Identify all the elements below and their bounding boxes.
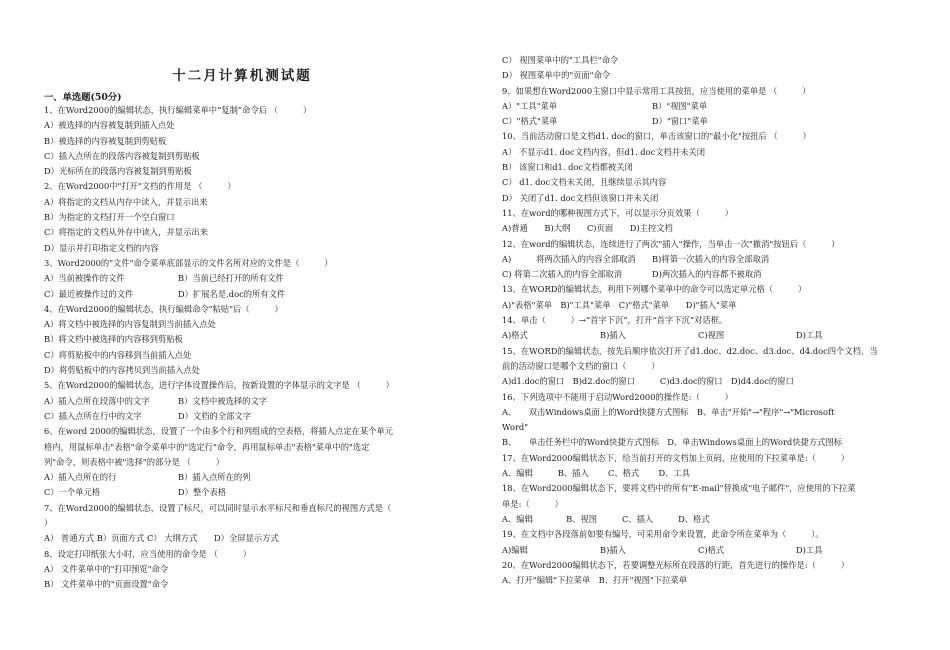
- answer-option: B)将第一次插入的内容全部取消: [652, 253, 770, 264]
- question-block: [502, 451, 894, 482]
- answer-option: A）将指定的文档从内存中读入，并显示出来: [44, 196, 208, 207]
- question-block: [44, 256, 440, 302]
- answer-option: C)视图: [698, 330, 725, 341]
- answer-option-row: [44, 485, 440, 500]
- answer-options-inline: A、编辑 B、插入 C、格式 D、工具: [502, 468, 691, 479]
- question-block: [44, 378, 440, 424]
- question-stem: 17、在Word2000编辑状态下，给当前打开的文档加上页码，应使用的下拉菜单是:（ ）: [502, 452, 850, 463]
- answer-option: A)编辑: [502, 544, 528, 555]
- answer-option-line: Word": [502, 422, 529, 433]
- question-stem: 5、在Word2000的编辑状态，进行字体设置操作后，按新设置的字体显示的文字是 （ ）: [44, 380, 394, 391]
- answer-option: C） d1. doc文档未关闭，且继续显示其内容: [502, 177, 667, 188]
- question-block: [44, 501, 440, 547]
- answer-option-row: [502, 267, 894, 282]
- answer-option: C）"格式"菜单: [502, 116, 558, 127]
- answer-option: A） 文件菜单中的"打印预览"命令: [44, 563, 169, 574]
- answer-option: C）一个单元格: [44, 487, 101, 498]
- answer-option-row: [502, 543, 894, 558]
- question-stem: 16、下列选项中不能用于启动Word2000的操作是:（ ）: [502, 391, 733, 402]
- answer-option: D）文档的全部文字: [178, 410, 252, 421]
- question-stem: 19、在文档中各段落前如要有编号，可采用命令来设置，此命令所在菜单为（ ）。: [502, 529, 824, 540]
- answer-option: C)格式: [698, 544, 725, 555]
- answer-option: A)格式: [502, 330, 528, 341]
- question-block: [44, 424, 440, 500]
- answer-option-row: [44, 409, 440, 424]
- answer-option-row: [44, 271, 440, 286]
- question-stem: 1、在Word2000的编辑状态，执行编辑菜单中“复制”命令后 （ ）: [44, 105, 312, 115]
- answer-option: D）光标所在的段落内容被复制到剪贴板: [44, 166, 192, 177]
- answer-option: B）被选择的内容被复制到剪贴板: [44, 135, 167, 146]
- section-heading: 一、单选题(50分): [44, 92, 122, 103]
- answer-option-row: [502, 328, 894, 343]
- answer-options-inline: A)d1.doc的窗口 B)d2.doc的窗口 C)d3.doc的窗口 D)d4.doc的窗口: [502, 376, 794, 387]
- answer-option: C）插入点所在行中的文字: [44, 410, 142, 421]
- answer-option: B）为指定的文档打开一个空白窗口: [44, 212, 175, 223]
- answer-option: D）整个表格: [178, 487, 227, 498]
- answer-option-row: [44, 470, 440, 485]
- answer-option: C） 视图菜单中的"工具栏"命令: [502, 55, 619, 65]
- question-block: [502, 129, 894, 205]
- answer-option: D）"窗口"菜单: [652, 116, 708, 127]
- answer-option: B） 该窗口和d1. doc文档都被关闭: [502, 162, 633, 173]
- question-stem: 10、当前活动窗口是文档d1. doc的窗口，单击该窗口的"最小化"按扭后 （ ）: [502, 131, 811, 142]
- question-block: [502, 282, 894, 313]
- question-block: [502, 390, 894, 451]
- answer-option: C）将指定的文档从外存中读入，并显示出来: [44, 227, 208, 238]
- question-block: [502, 53, 894, 84]
- answer-option: A）被选择的内容被复制到插入点处: [44, 120, 175, 131]
- answer-option: C）将剪贴板中的内容移到当前插入点处: [44, 349, 192, 360]
- answer-option: A）将文档中被选择的内容复制到当前插入点处: [44, 319, 216, 330]
- question-stem: 12、在word的编辑状态，连续进行了两次"插入"操作，当单击一次"撤消"按钮后（ ）: [502, 238, 840, 249]
- question-block: [502, 206, 894, 237]
- question-stem-line: 7、在Word2000的编辑状态，设置了标尺，可以同时显示水平标尺和垂直标尺的视图方式是（: [44, 502, 392, 513]
- answer-option: D） 视图菜单中的"页面"命令: [502, 70, 611, 81]
- answer-option: D)工具: [796, 330, 823, 341]
- question-stem: 3、Word2000的"文件"命令菜单底部显示的文件名所对应的文件是（ ）: [44, 257, 333, 268]
- answer-option: B）当前已经打开的所有文件: [178, 273, 284, 284]
- left-questions: [44, 103, 440, 593]
- answer-option: C）最近被操作过的文件: [44, 288, 134, 299]
- question-stem-line: 前的活动窗口是哪个文档的窗口（ ）: [502, 360, 660, 371]
- answer-option: A）"工具"菜单: [502, 100, 558, 111]
- answer-options-inline: A、编辑 B、视图 C、插入 D、格式: [502, 513, 710, 524]
- answer-option: D）扩展名是.doc的所有文件: [178, 288, 286, 299]
- answer-option: B）"视图"菜单: [652, 100, 708, 111]
- question-block: [502, 84, 894, 130]
- answer-option: B)插入: [600, 330, 626, 341]
- answer-option: A）当前被操作的文件: [44, 273, 125, 284]
- question-stem: 9、如果想在Word2000主窗口中显示常用工具按扭，应当使用的菜单是 （ ）: [502, 85, 811, 96]
- answer-option: D） 关闭了d1. doc文档但该窗口并未关闭: [502, 192, 659, 203]
- answer-option-row: [502, 114, 894, 129]
- question-stem-line: 18、在Word2000编辑状态下，要将文档中的所有"E-mail"替换成"电子邮件"，应使用的下拉菜: [502, 483, 856, 494]
- answer-option: A）插入点所在段落中的文字: [44, 395, 150, 406]
- question-stem: 13、在WORD的编辑状态，利用下列哪个菜单中的命令可以选定单元格（ ）: [502, 284, 807, 295]
- answer-option: D）显示并打印指定文档的内容: [44, 242, 159, 253]
- answer-option-row: [44, 287, 440, 302]
- answer-option-line: B、 单击任务栏中的Word快捷方式图标 D、单击Windows桌面上的Word快捷方式图标: [502, 437, 843, 448]
- answer-option-line: A、 双击Windows桌面上的Word快捷方式图标 B、单击"开始"→"程序"→"Microsoft: [502, 406, 835, 417]
- answer-option-row: [44, 394, 440, 409]
- answer-option: B）插入点所在的列: [178, 472, 251, 483]
- question-block: [502, 237, 894, 283]
- question-stem-line: ）: [44, 518, 53, 529]
- answer-options-inline: A） 普通方式 B）页面方式 C） 大纲方式 D）全屏显示方式: [44, 533, 279, 544]
- answer-option: B）将文档中被选择的内容移到剪贴板: [44, 334, 183, 345]
- answer-options-inline: A)普通 B)大纲 C)页面 D)主控文档: [502, 223, 673, 234]
- right-questions: [502, 53, 894, 588]
- answer-option: D)两次插入的内容都不被取消: [652, 269, 762, 280]
- question-block: [502, 527, 894, 558]
- answer-option: D）将剪贴板中的内容拷贝到当前插入点处: [44, 365, 200, 376]
- question-block: [502, 481, 894, 527]
- question-block: [502, 558, 894, 589]
- question-block: [44, 103, 440, 179]
- answer-option: A）插入点所在的行: [44, 472, 117, 483]
- question-stem-line: 6、在word 2000的编辑状态，设置了一个由多个行和列组成的空表格，将插入点定在某个单元: [44, 426, 394, 437]
- page-title: 十二月计算机测试题: [172, 68, 312, 84]
- question-stem: 14、单击（ ）→“首字下沉”，打开“首字下沉”对话框。: [502, 315, 728, 326]
- question-stem: 4、在Word2000的编辑状态，执行编辑命令"粘贴"后（ ）: [44, 303, 283, 314]
- question-stem: 8、设定打印纸张大小时，应当使用的命令是 （ ）: [44, 548, 252, 559]
- answer-option: A) 将两次插入的内容全部取消: [502, 253, 636, 264]
- question-stem-line: 单是:（ ）: [502, 498, 563, 509]
- question-stem: 11、在word的哪种视图方式下，可以显示分页效果（ ）: [502, 207, 734, 218]
- question-stem-line: 15、在WORD的编辑状态，按先后顺序依次打开了d1.doc、d2.doc、d3.doc、d4.doc四个文档，当: [502, 345, 878, 356]
- answer-option: B)插入: [600, 544, 626, 555]
- question-block: [44, 179, 440, 255]
- answer-options-inline: A)"表格"菜单 B)"工具"菜单 C)"格式"菜单 D)"插入"菜单: [502, 299, 737, 310]
- answer-option: B） 文件菜单中的"页面设置"命令: [44, 579, 169, 590]
- answer-option-row: [502, 252, 894, 267]
- answer-option-row: [502, 99, 894, 114]
- question-block: [44, 302, 440, 378]
- question-stem: 2、在Word2000中"打开"文档的作用是 （ ）: [44, 181, 236, 192]
- answer-option: D)工具: [796, 544, 823, 555]
- question-block: [502, 344, 894, 390]
- answer-option: A） 不显示d1. doc文档内容，但d1. doc文档并未关闭: [502, 146, 706, 157]
- question-stem-line: 格内，用鼠标单击"表格"命令菜单中的"选定行"命令，再用鼠标单击"表格"菜单中的"选定: [44, 441, 370, 452]
- question-block: [44, 547, 440, 593]
- question-stem: 20、在Word2000编辑状态下，若要调整光标所在段落的行距，首先进行的操作是:（ ）: [502, 559, 850, 570]
- question-block: [502, 313, 894, 344]
- question-stem-line: 列"命令，则表格中被"选择"的部分是 （ ）: [44, 456, 225, 467]
- answer-option: C) 将第二次插入的内容全部取消: [502, 269, 623, 280]
- answer-option: C）插入点所在的段落内容被复制到剪贴板: [44, 150, 200, 161]
- answer-option: B）文档中被选择的文字: [178, 395, 268, 406]
- answer-options-inline: A、打开"编辑"下拉菜单 B、打开"视图"下拉菜单: [502, 575, 687, 586]
